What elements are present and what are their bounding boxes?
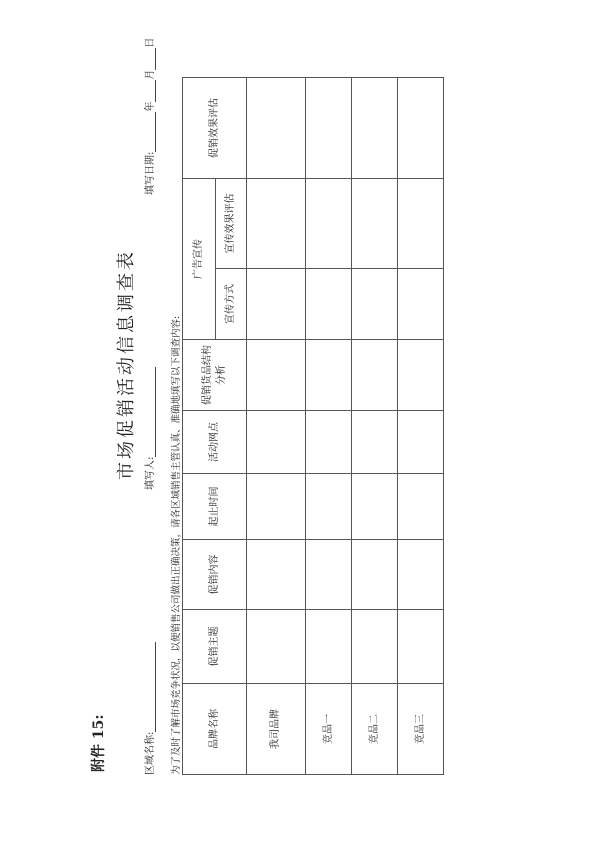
month-label: 月 <box>145 69 156 80</box>
day-blank[interactable] <box>145 48 156 70</box>
region-label: 区域名称: <box>145 731 156 775</box>
table-cell[interactable] <box>306 179 352 269</box>
instruction-text: 为了及时了解市场竞争状况，以便销售公司做出正确决策，请各区域销售主管认真、准确地填写以下调查内容: <box>171 315 182 775</box>
filler-field <box>141 367 156 490</box>
filler-label: 填写人: <box>145 456 156 490</box>
header-outlets: 活动网点 <box>183 411 247 474</box>
table-cell[interactable] <box>398 474 444 540</box>
row-brand-label: 竞品一 <box>306 684 352 775</box>
header-product-structure: 促销货品结构分析 <box>183 340 247 411</box>
header-brand: 品牌名称 <box>183 684 247 775</box>
row-brand-label: 竞品二 <box>352 684 398 775</box>
table-cell[interactable] <box>398 340 444 411</box>
header-ad-method: 宣传方式 <box>216 269 247 340</box>
table-cell[interactable] <box>352 78 398 179</box>
table-cell[interactable] <box>306 340 352 411</box>
date-label: 填写日期: <box>145 151 156 195</box>
page-title: 市场促销活动信息调查表 <box>116 249 137 480</box>
table-row <box>247 78 306 775</box>
table-cell[interactable] <box>247 411 306 474</box>
table-cell[interactable] <box>306 78 352 179</box>
table-cell[interactable] <box>306 411 352 474</box>
table-row <box>352 78 398 775</box>
table-cell[interactable] <box>352 540 398 610</box>
table-row <box>306 78 352 775</box>
header-advertising: 广告宣传 <box>183 179 216 340</box>
table-cell[interactable] <box>306 474 352 540</box>
table-cell[interactable] <box>306 269 352 340</box>
row-brand-label: 竞品三 <box>398 684 444 775</box>
table-cell[interactable] <box>306 610 352 684</box>
table-cell[interactable] <box>247 610 306 684</box>
table-cell[interactable] <box>398 269 444 340</box>
table-cell[interactable] <box>352 474 398 540</box>
header-time: 起止时间 <box>183 474 247 540</box>
table-cell[interactable] <box>247 179 306 269</box>
table-row <box>398 78 444 775</box>
filler-blank[interactable] <box>145 367 156 457</box>
region-field <box>141 642 156 775</box>
table-cell[interactable] <box>352 340 398 411</box>
attachment-label: 附件 15: <box>91 714 107 772</box>
table-cell[interactable] <box>247 78 306 179</box>
row-brand-label: 我司品牌 <box>247 684 306 775</box>
table-cell[interactable] <box>398 610 444 684</box>
table-cell[interactable] <box>247 269 306 340</box>
table-cell[interactable] <box>306 540 352 610</box>
day-label: 日 <box>145 37 156 48</box>
table-cell[interactable] <box>352 269 398 340</box>
date-field <box>141 38 156 195</box>
table-cell[interactable] <box>247 474 306 540</box>
header-content: 促销内容 <box>183 540 247 610</box>
table-cell[interactable] <box>247 540 306 610</box>
table-cell[interactable] <box>398 411 444 474</box>
table-cell[interactable] <box>352 179 398 269</box>
table-cell[interactable] <box>247 340 306 411</box>
header-ad-effect: 宣传效果评估 <box>216 179 247 269</box>
table-cell[interactable] <box>398 179 444 269</box>
table-cell[interactable] <box>398 78 444 179</box>
header-theme: 促销主题 <box>183 610 247 684</box>
table-cell[interactable] <box>398 540 444 610</box>
year-blank[interactable] <box>145 112 156 152</box>
year-label: 年 <box>145 101 156 112</box>
table-cell[interactable] <box>352 411 398 474</box>
region-blank[interactable] <box>145 642 156 732</box>
table-cell[interactable] <box>352 610 398 684</box>
header-promo-effect: 促销效果评估 <box>183 78 247 179</box>
survey-table <box>182 77 444 775</box>
month-blank[interactable] <box>145 80 156 102</box>
